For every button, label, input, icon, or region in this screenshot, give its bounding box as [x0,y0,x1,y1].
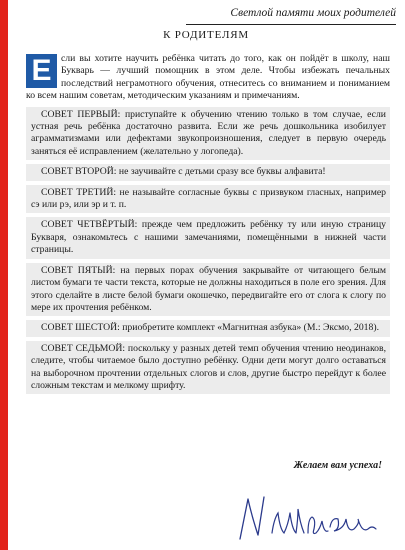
tip-heading: СОВЕТ ТРЕТИЙ: [41,186,117,198]
tip-heading: СОВЕТ ШЕСТОЙ: [41,322,120,334]
tip-5 [26,263,390,317]
tip-2 [26,164,390,180]
dedication: Светлой памяти моих родителей [186,4,396,25]
tip-text: приступайте к обучению чтению только в том случае, если устная речь ребёнка достаточно развита. Если же речь дошкольника изобилует аграмматизмами или дефектами звукопроизношения, следует в первую очередь заняться её исправлением (желательно у логопеда). [31,108,386,157]
tip-4 [26,217,390,258]
tip-1 [26,107,390,161]
tip-3 [26,185,390,214]
intro-text: сли вы хотите научить ребёнка читать до того, как он пойдёт в школу, наш Букварь — лучший помощник в этом деле. Чтобы избежать печальных последствий неграмотного обучения, отнеситесь со вниманием и пониманием ко всем нашим советам, методическим указаниям и примечаниям. [26,53,390,102]
tip-text: не называйте согласные буквы с призвуком гласных, например сэ или рэ, или эр и т. п. [31,186,387,211]
dropcap-letter: Е [26,54,57,88]
page [16,0,396,550]
tip-text: на первых порах обучения закрывайте от читающего белым листом бумаги те части текста, которые не должны находиться в поле его зрения. Для этого сделайте в листе белой бумаги окошечко, передвигайте его от слога к слогу по мере их прочтения ребёнком. [31,264,386,313]
tip-text: приобретите комплект «Магнитная азбука» (М.: Эксмо, 2018). [119,322,380,334]
tip-heading: СОВЕТ СЕДЬМОЙ: [41,342,126,354]
tip-text: не заучивайте с детьми сразу все буквы алфавита! [116,166,326,178]
tip-heading: СОВЕТ ЧЕТВЁРТЫЙ: [41,219,138,231]
page-title: К РОДИТЕЛЯМ [163,29,249,41]
closing-wish: Желаем вам успеха! [293,460,382,471]
tip-7 [26,341,390,395]
tip-text: прежде чем предложить ребёнку ту или иную страницу Букваря, ознакомьтесь с нашими замечаниями, помещёнными в нижней части страницы. [31,219,386,256]
tip-heading: СОВЕТ ПЕРВЫЙ: [41,108,121,120]
handwritten-signature [234,489,384,547]
tip-text: поскольку у разных детей темп обучения чтению неодинаков, следите, чтобы читаемое было доступно ребёнку. Одни дети могут долго оставаться на выборочном прочтении отдельных слогов и слов, другие быстро перейдут к более сложным текстам и мелкому шрифту. [31,342,387,391]
body-text [26,53,390,398]
tip-heading: СОВЕТ ВТОРОЙ: [41,166,117,178]
tip-heading: СОВЕТ ПЯТЫЙ: [41,264,116,276]
tip-6 [26,320,390,336]
intro-paragraph [26,53,390,103]
red-margin-bar [0,0,8,550]
